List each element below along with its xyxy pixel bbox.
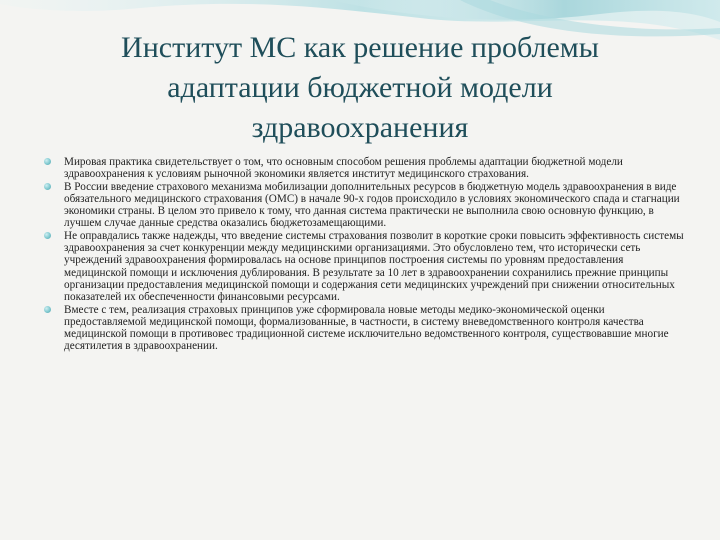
bullet-item: [44, 304, 684, 353]
bullet-text: Не оправдались также надежды, что введение системы страхования позволит в короткие сроки повысить эффективность системы здравоохранения за счет конкуренции между медицинскими организациями. Это обусловлено тем, что исторически сеть учреждений здравоохранения формировалась на основе принципов построения системы по уровням предоставления медицинской помощи и исключения дублирования. В результате за 10 лет в здравоохранении сохранились прежние принципы организации предоставления медицинской помощи и содержания сети медицинских учреждений при снижении относительных показателей их обеспеченности финансовыми ресурсами.: [64, 229, 684, 304]
title-line-2: адаптации бюджетной модели: [167, 71, 553, 104]
title-line-1: Институт МС как решение проблемы: [121, 31, 599, 64]
bullet-item: [44, 156, 684, 181]
slide-title: [70, 28, 650, 148]
bullet-item: [44, 181, 684, 230]
bullet-text: Мировая практика свидетельствует о том, что основным способом решения проблемы адаптации бюджетной модели здравоохранения к условиям рыночной экономики является институт медицинского страхования.: [64, 156, 623, 181]
bullet-icon: [44, 158, 51, 165]
bullet-text: В России введение страхового механизма мобилизации дополнительных ресурсов в бюджетную модель здравоохранения в виде обязательного медицинского страхования (ОМС) в начале 90-х годов происходило в условиях экономического спада и стагнации экономики страны. В целом это привело к тому, что данная система практически не выполнила свою основную функцию, в лучшем случае данные средства оказались бюджетозамещающими.: [64, 180, 680, 230]
bullet-icon: [44, 232, 51, 239]
bullet-list: [44, 156, 684, 353]
bullet-text: Вместе с тем, реализация страховых принципов уже сформировала новые методы медико-экономической оценки предоставляемой медицинской помощи, формализованные, в частности, в систему вневедомственного контроля качества медицинской помощи в противовес традиционной системе исключительно ведомственного контроля, существовавшие многие десятилетия в здравоохранении.: [64, 303, 669, 353]
bullet-item: [44, 230, 684, 304]
bullet-icon: [44, 183, 51, 190]
title-line-3: здравоохранения: [251, 111, 469, 144]
bullet-icon: [44, 306, 51, 313]
